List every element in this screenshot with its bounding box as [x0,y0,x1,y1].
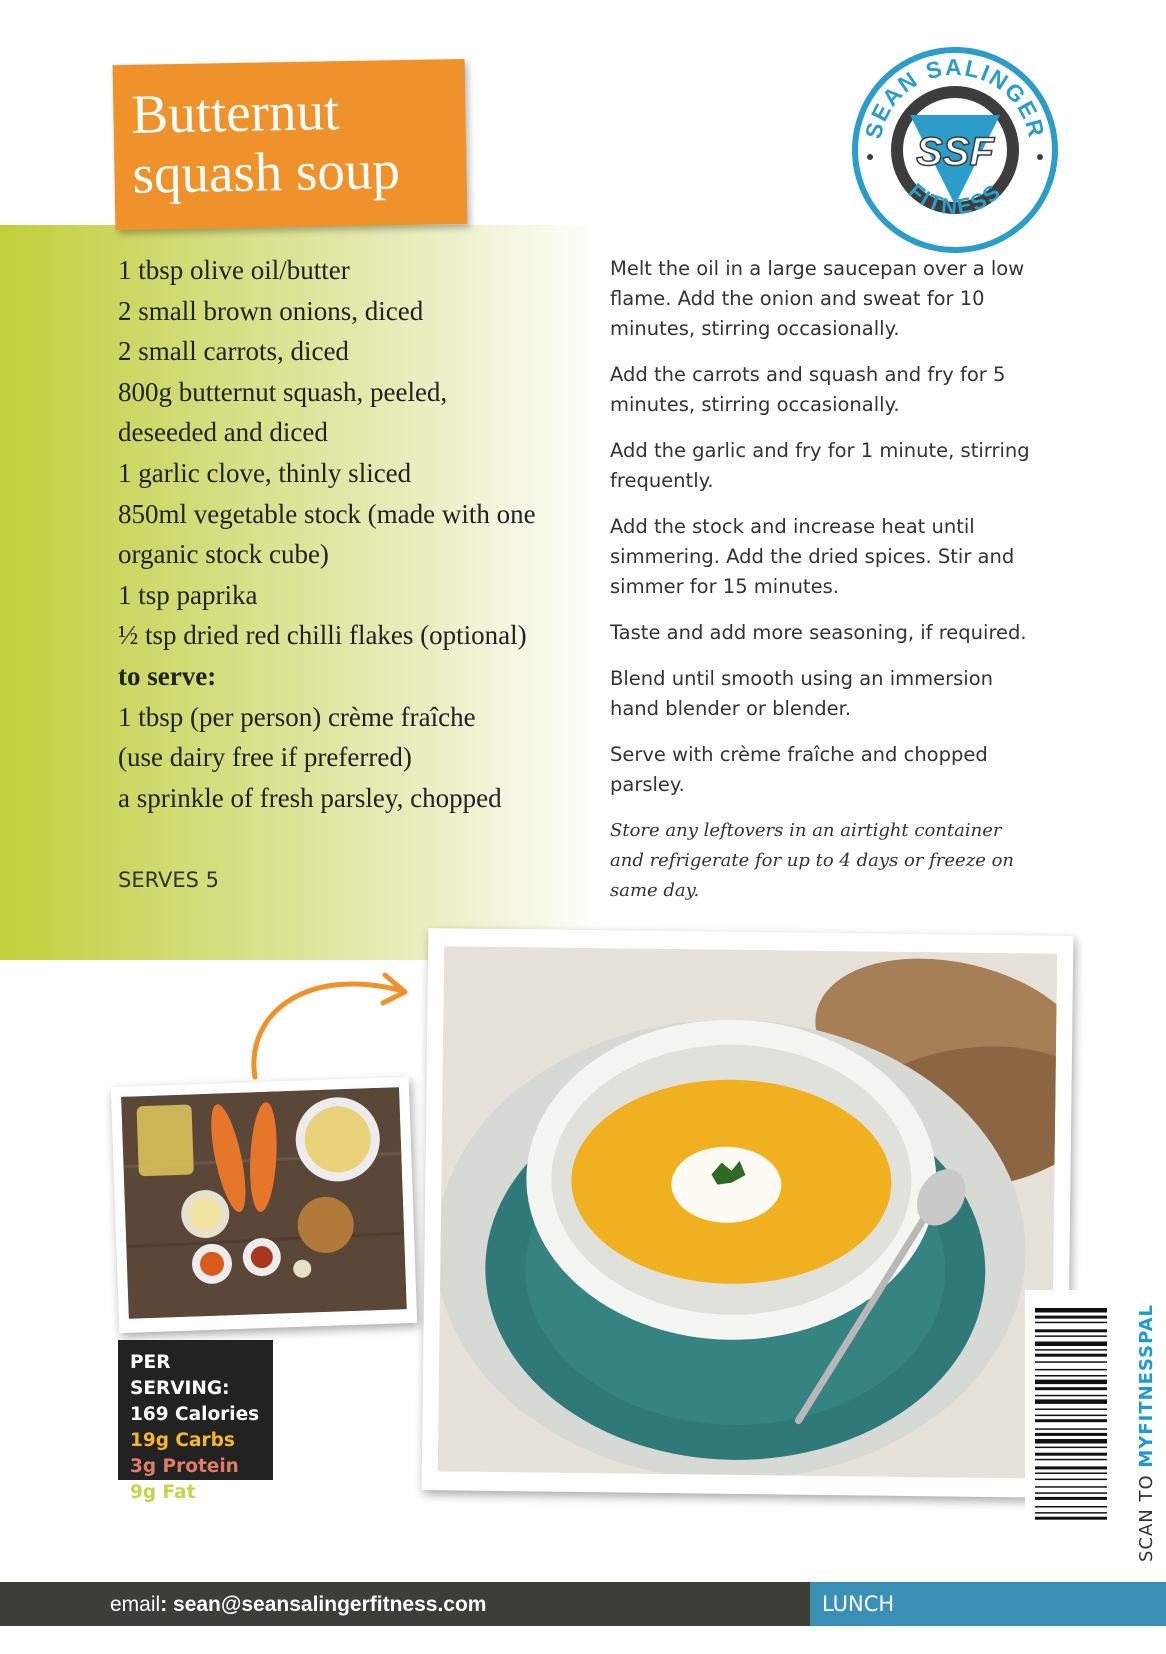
logo-monogram: SSF [916,130,994,174]
barcode-bar [1035,1415,1107,1417]
nutrition-fat: 9g Fat [130,1482,196,1503]
nutrition-carbs: 19g Carbs [130,1430,235,1451]
barcode-bar [1035,1428,1107,1430]
method-step: Add the garlic and fry for 1 minute, stirring frequently. [610,439,1030,492]
barcode-bar [1035,1316,1107,1319]
barcode-bar [1035,1349,1107,1351]
serves-count: SERVES 5 [118,868,220,892]
method-step: Add the stock and increase heat until simmering. Add the dried spices. Stir and simmer for 15 minutes. [610,515,1015,598]
ingredient-item: ½ tsp dried red chilli flakes (optional) [118,620,527,651]
method-steps [610,254,1040,922]
footer-email [110,1593,486,1617]
ingredient-item: 800g butternut squash, peeled, [118,376,448,407]
recipe-title [131,79,463,205]
recipe-title-line-2: squash soup [131,139,401,205]
logo-top-text: SEAN SALINGER [859,53,1051,142]
ingredient-item: 1 tbsp olive oil/butter [118,255,350,285]
scan-to-myfitnesspal-label [1136,1304,1157,1562]
barcode-bar [1035,1322,1107,1324]
barcode-bar [1035,1375,1107,1377]
barcode-bar [1035,1354,1107,1357]
email-separator: : [160,1593,174,1616]
ingredient-item: 850ml vegetable stock (made with one [118,498,536,529]
barcode-icon[interactable] [1035,1308,1115,1558]
method-step: Add the carrots and squash and fry for 5 minutes, stirring occasionally. [610,363,1006,416]
ingredients-photo [111,1077,417,1333]
barcode-bar [1035,1512,1107,1514]
ingredients-list [118,250,598,818]
barcode-bar [1035,1308,1107,1313]
nutrition-protein: 3g Protein [130,1456,239,1477]
nutrition-heading: PER SERVING: [130,1352,230,1399]
method-step: Serve with crème fraîche and chopped parsley. [610,743,988,796]
soup-photo [422,928,1074,1498]
barcode-bar [1035,1342,1107,1347]
barcode-bar [1035,1380,1107,1385]
barcode-bar [1035,1453,1107,1456]
to-serve-item: 1 tbsp (per person) crème fraîche [118,701,476,732]
soup-photo-image [438,946,1057,1478]
barcode-bar [1035,1492,1107,1494]
footer-bar [0,1582,1166,1626]
ingredients-photo-image [121,1087,407,1319]
email-label: email [110,1593,161,1616]
title-banner [113,59,468,230]
scan-brand: MYFITNESSPAL [1136,1303,1157,1468]
barcode-bar [1035,1399,1107,1404]
barcode-bar [1035,1419,1107,1422]
ingredient-item: 1 tsp paprika [118,579,258,610]
barcode-bar [1035,1433,1107,1436]
barcode-bar [1035,1517,1107,1520]
category-label: LUNCH [822,1592,895,1616]
method-step: Taste and add more seasoning, if required. [610,621,1027,644]
storage-note: Store any leftovers in an airtight container and refrigerate for up to 4 days or freeze on same day. [610,820,1014,901]
ingredient-item: 2 small brown onions, diced [118,295,424,326]
ingredient-item: 2 small carrots, diced [118,336,349,367]
barcode-bar [1035,1506,1107,1508]
barcode-bar [1035,1329,1107,1332]
barcode-bar [1035,1486,1107,1488]
to-serve-item: (use dairy free if preferred) [118,742,412,773]
barcode-bar [1035,1395,1107,1397]
nutrition-calories: 169 Calories [130,1404,260,1425]
barcode-bar [1035,1497,1107,1500]
to-serve-item: a sprinkle of fresh parsley, chopped [118,782,502,813]
ingredient-item: 1 garlic clove, thinly sliced [118,457,412,488]
curved-arrow-icon [245,955,425,1085]
barcode-bar [1035,1369,1107,1371]
barcode-bar [1035,1409,1107,1411]
method-step: Melt the oil in a large saucepan over a low flame. Add the onion and sweat for 10 minutes, stirring occasionally. [610,257,1025,340]
barcode-bar [1035,1387,1107,1390]
email-link[interactable]: sean@seansalingerfitness.com [173,1593,487,1616]
scan-prefix: SCAN TO [1136,1467,1157,1562]
method-step: Blend until smooth using an immersion hand blender or blender. [610,667,994,720]
barcode-bar [1035,1447,1107,1449]
recipe-title-line-1: Butternut [130,80,340,145]
barcode-bar [1035,1459,1107,1461]
to-serve-heading: to serve: [118,660,217,691]
barcode-bar [1035,1466,1107,1469]
barcode-bar [1035,1335,1107,1337]
barcode-bar [1035,1479,1107,1481]
category-tag [810,1582,1166,1626]
ingredient-item: deseeded and diced [118,417,328,448]
barcode-bar [1035,1439,1107,1444]
nutrition-panel [118,1340,273,1503]
ingredient-item: organic stock cube) [118,539,329,570]
logo-bottom-text: FITNESS [903,178,1007,220]
barcode-bar [1035,1473,1107,1475]
barcode-bar [1035,1361,1107,1363]
ssf-logo-icon [850,45,1060,255]
